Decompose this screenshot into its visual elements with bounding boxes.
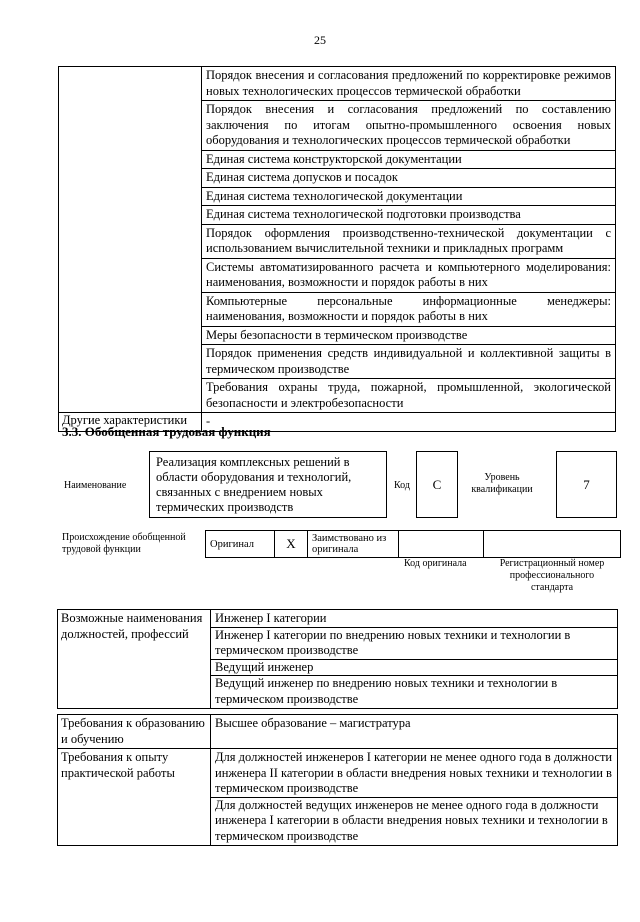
position-item: Инженер I категории (211, 611, 617, 628)
knowledge-item: Компьютерные персональные информационные менеджеры: наименования, возможности и порядок работы в них (202, 292, 616, 326)
knowledge-label-cell (59, 67, 202, 413)
other-characteristics-value: - (202, 413, 616, 432)
level-value: 7 (583, 476, 590, 492)
education-label: Требования к образованию и обучению (58, 715, 211, 749)
other-characteristics-label: Другие характеристики (59, 413, 202, 432)
function-name-box: Реализация комплексных решений в области оборудования и технологий, связанных с внедрением новых термических производств (149, 451, 387, 518)
origin-mark: X (275, 531, 308, 558)
reg-number-label: Регистрационный номер профессионального стандарта (499, 558, 605, 593)
knowledge-item: Единая система технологической подготовки производства (202, 206, 616, 225)
code-label: Код (394, 480, 410, 491)
experience-item: Для должностей инженеров I категории не менее одного года в должности инженера II категории в области внедрения новых техники и технологии в термическом производстве (211, 750, 617, 798)
code-original-label: Код оригинала (404, 558, 467, 569)
knowledge-item: Системы автоматизированного расчета и компьютерного моделирования: наименования, возможности и порядок работы в них (202, 258, 616, 292)
positions-label: Возможные наименования должностей, профессий (58, 610, 211, 709)
position-item: Ведущий инженер по внедрению новых техники и технологии в термическом производстве (215, 676, 558, 706)
knowledge-item: Порядок оформления производственно-технической документации с использованием вычислительной техники и прикладных программ (202, 224, 616, 258)
knowledge-item: Меры безопасности в термическом производстве (202, 326, 616, 345)
origin-label: Происхождение обобщенной трудовой функции (62, 532, 186, 555)
knowledge-item: Порядок внесения и согласования предложений по корректировке режимов новых технологических процессов термической обработки (202, 67, 616, 101)
level-box (556, 451, 617, 518)
origin-table (205, 530, 621, 558)
knowledge-item: Единая система допусков и посадок (202, 169, 616, 188)
experience-item: Для должностей ведущих инженеров не менее одного года в должности инженера I категории в области внедрения новых техники и технологии в термическом производстве (215, 797, 608, 843)
section-title: 3.3. Обобщенная трудовая функция (62, 424, 271, 439)
requirements-table (57, 714, 618, 846)
experience-list (211, 749, 618, 846)
knowledge-item: Единая система конструкторской документации (202, 150, 616, 169)
positions-table (57, 609, 618, 709)
code-box (416, 451, 458, 518)
education-value: Высшее образование – магистратура (211, 715, 618, 749)
knowledge-item: Единая система технологической документации (202, 187, 616, 206)
code-value: С (432, 476, 442, 492)
reg-number-cell (484, 531, 621, 558)
knowledge-item: Порядок применения средств индивидуальной и коллективной защиты в термическом производстве (202, 345, 616, 379)
knowledge-item: Порядок внесения и согласования предложений по составлению заключения по итогам опытно-промышленного освоения новых оборудования и технологических процессов термической обработки (202, 101, 616, 151)
level-label: Уровень квалификации (471, 472, 533, 495)
experience-label: Требования к опыту практической работы (58, 749, 211, 846)
origin-original: Оригинал (206, 531, 275, 558)
page-number: 25 (314, 33, 326, 47)
code-original-cell (399, 531, 484, 558)
knowledge-table (58, 66, 616, 432)
name-label: Наименование (64, 480, 127, 491)
knowledge-item: Требования охраны труда, пожарной, промышленной, экологической безопасности и электробезопасности (202, 379, 616, 413)
origin-borrowed: Заимствовано из оригинала (308, 531, 399, 558)
position-item: Инженер I категории по внедрению новых техники и технологии в термическом производстве (211, 628, 617, 660)
position-item: Ведущий инженер (211, 660, 617, 677)
positions-list (211, 610, 618, 709)
